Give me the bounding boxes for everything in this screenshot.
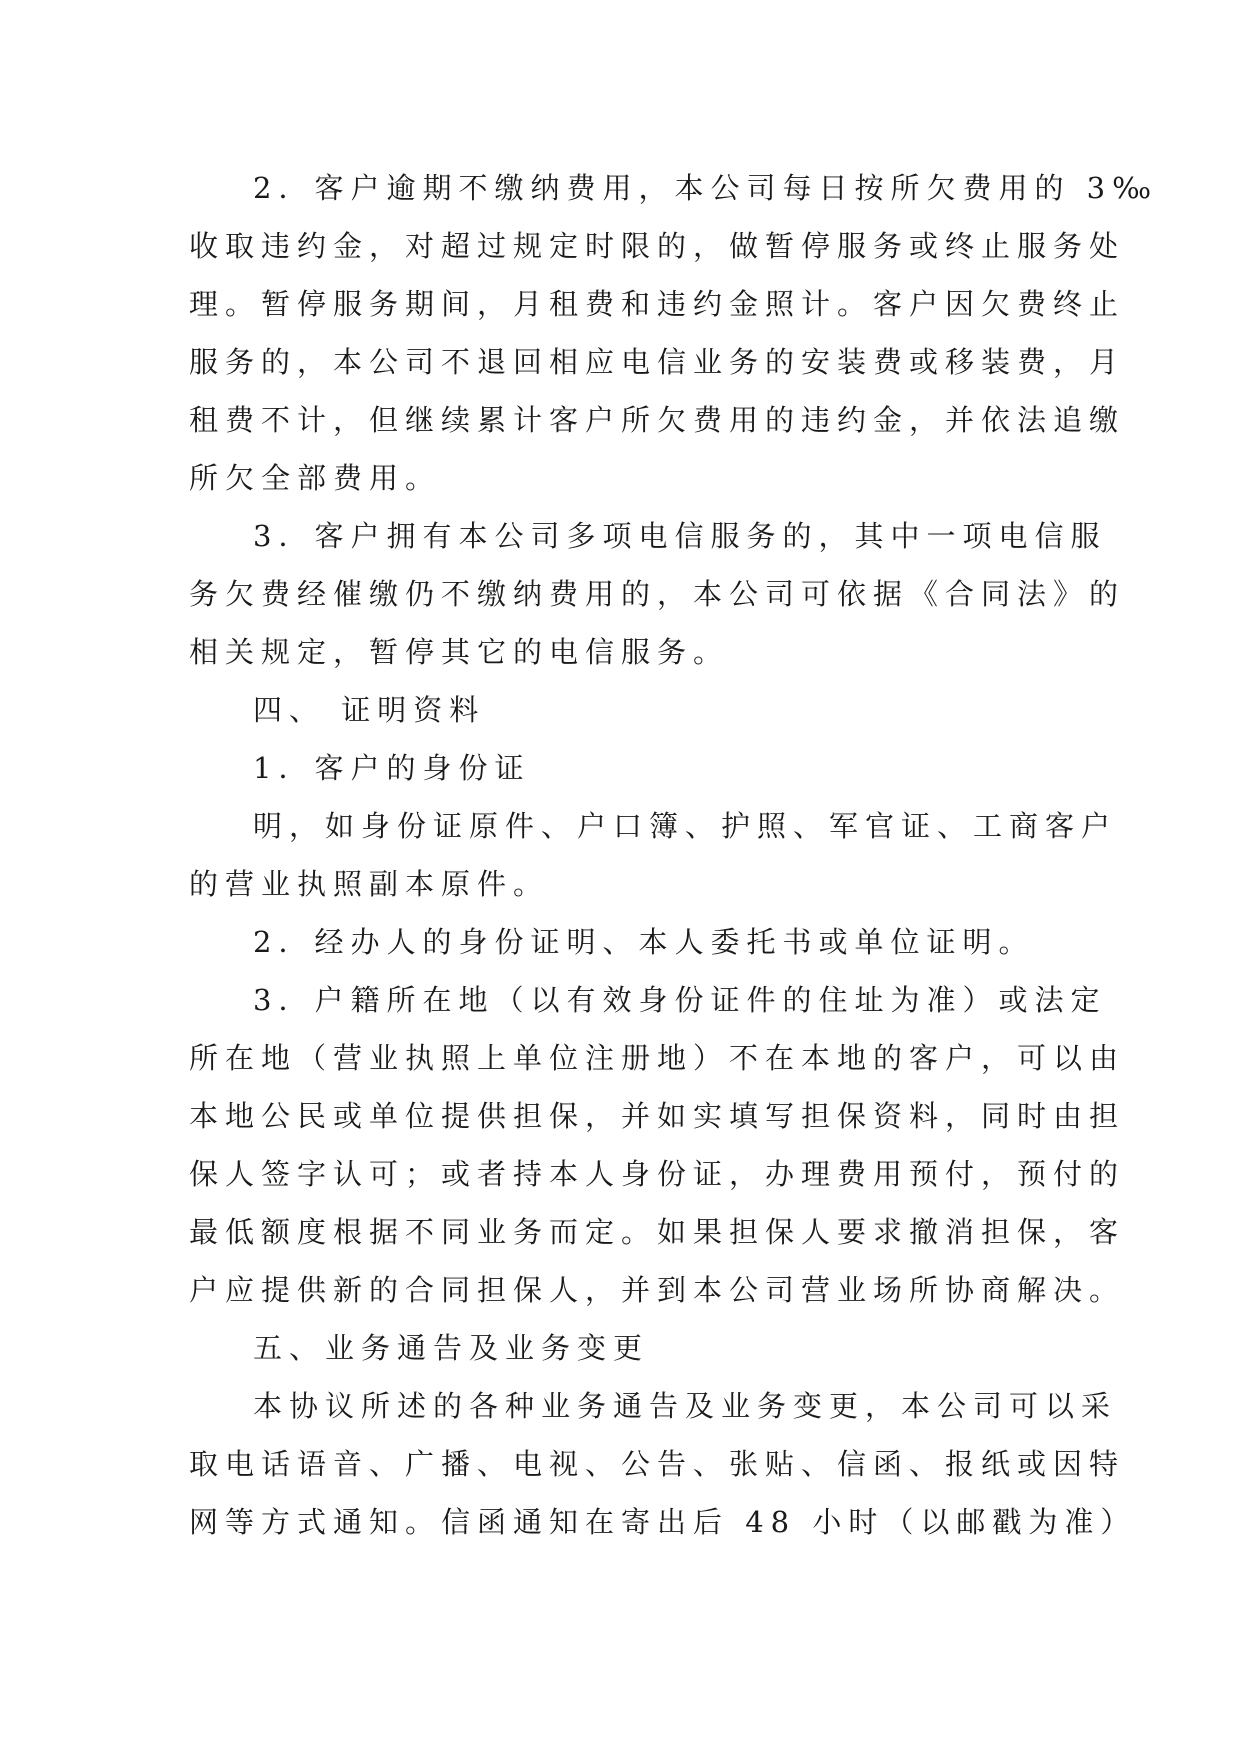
paragraph-line: 服务的，本公司不退回相应电信业务的安装费或移装费，月	[189, 345, 1126, 379]
paragraph-line: 户应提供新的合同担保人，并到本公司营业场所协商解决。	[189, 1273, 1126, 1307]
paragraph-line: 2．客户逾期不缴纳费用，本公司每日按所欠费用的 3‰	[253, 171, 1159, 205]
paragraph-line: 的营业执照副本原件。	[189, 867, 550, 901]
paragraph-line: 所在地（营业执照上单位注册地）不在本地的客户，可以由	[189, 1041, 1126, 1075]
paragraph-line: 2．经办人的身份证明、本人委托书或单位证明。	[253, 925, 1035, 959]
paragraph-line: 租费不计，但继续累计客户所欠费用的违约金，并依法追缴	[189, 403, 1126, 437]
paragraph-line: 务欠费经催缴仍不缴纳费用的，本公司可依据《合同法》的	[189, 577, 1126, 611]
paragraph-line: 保人签字认可；或者持本人身份证，办理费用预付，预付的	[189, 1157, 1126, 1191]
section-heading: 四、 证明资料	[253, 693, 486, 727]
paragraph-line: 3．客户拥有本公司多项电信服务的，其中一项电信服	[253, 519, 1107, 553]
paragraph-line: 所欠全部费用。	[189, 461, 442, 495]
paragraph-line: 网等方式通知。信函通知在寄出后 48 小时（以邮戳为准）	[189, 1505, 1137, 1539]
paragraph-line: 1．客户的身份证	[253, 751, 531, 785]
paragraph-line: 取电话语音、广播、电视、公告、张贴、信函、报纸或因特	[189, 1447, 1126, 1481]
paragraph-line: 相关规定，暂停其它的电信服务。	[189, 635, 730, 669]
paragraph-line: 3．户籍所在地（以有效身份证件的住址为准）或法定	[253, 983, 1107, 1017]
paragraph-line: 最低额度根据不同业务而定。如果担保人要求撤消担保，客	[189, 1215, 1126, 1249]
paragraph-line: 收取违约金，对超过规定时限的，做暂停服务或终止服务处	[189, 229, 1126, 263]
section-heading: 五、业务通告及业务变更	[253, 1331, 650, 1365]
paragraph-line: 本地公民或单位提供担保，并如实填写担保资料，同时由担	[189, 1099, 1126, 1133]
paragraph-line: 明，如身份证原件、户口簿、护照、军官证、工商客户	[253, 809, 1118, 843]
paragraph-line: 理。暂停服务期间，月租费和违约金照计。客户因欠费终止	[189, 287, 1126, 321]
paragraph-line: 本协议所述的各种业务通告及业务变更，本公司可以采	[253, 1389, 1118, 1423]
